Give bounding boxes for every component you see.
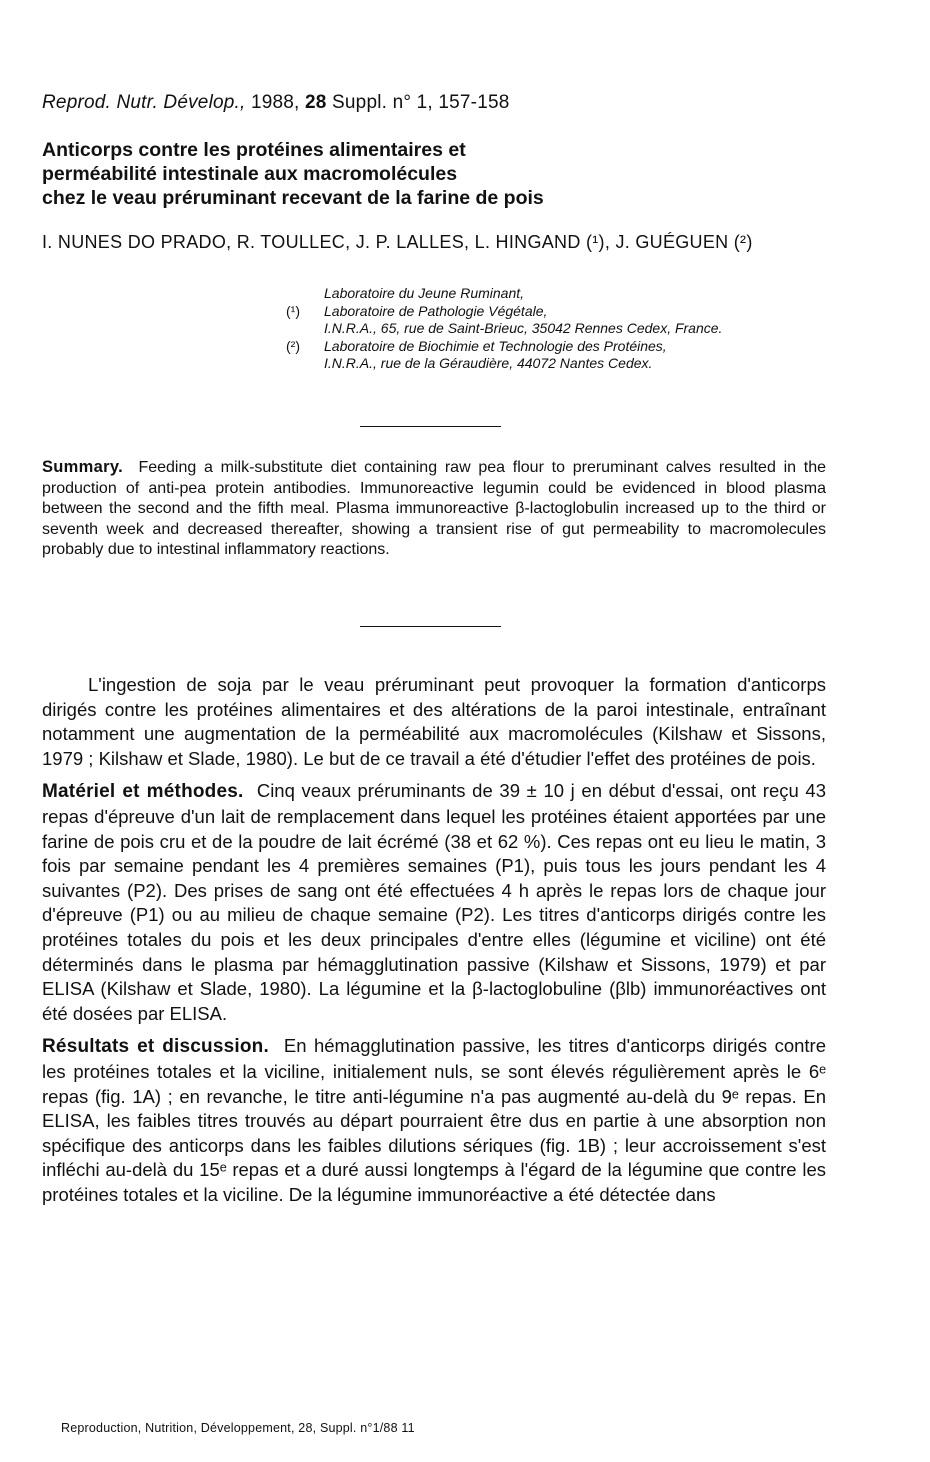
summary-heading: Summary. <box>42 458 123 476</box>
journal-suppl: Suppl. n° 1, 157-158 <box>332 92 510 113</box>
affiliation-line <box>286 303 722 321</box>
affiliation-marker: (²) <box>286 337 300 354</box>
affiliation-text: Laboratoire du Jeune Ruminant, <box>324 285 525 301</box>
divider-top <box>360 426 501 427</box>
affiliation-line <box>286 338 722 356</box>
affiliation-text: I.N.R.A., 65, rue de Saint-Brieuc, 35042 Rennes Cedex, France. <box>324 320 723 336</box>
authors: I. NUNES DO PRADO, R. TOULLEC, J. P. LALLES, L. HINGAND (¹), J. GUÉGUEN (²) <box>42 232 753 252</box>
intro-paragraph: L'ingestion de soja par le veau préruminant peut provoquer la formation d'anticorps dirigés contre les protéines alimentaires et des altérations de la paroi intestinale, entraînant notamment une augmentation de la perméabilité aux macromolécules (Kilshaw et Sissons, 1979 ; Kilshaw et Slade, 1980). Le but de ce travail a été d'étudier l'effet des protéines de pois. <box>42 674 826 769</box>
article-title <box>42 138 882 210</box>
affiliations <box>286 285 722 373</box>
summary <box>42 457 826 561</box>
results-text: En hémagglutination passive, les titres d'anticorps dirigés contre les protéines totales et la viciline, initialement nuls, se sont élevés régulièrement après le 6ᵉ repas (fig. 1A) ; en revanche, le titre anti-légumine n'a pas augmenté au-delà du 9ᵉ repas. En ELISA, les faibles titres trouvés au départ pourraient être dus en partie à une absorption non spécifique des anticorps dans les faibles dilutions sériques (fig. 1B) ; leur accroissement s'est infléchi au-delà du 15ᵉ repas et a duré aussi longtemps à l'égard de la légumine que contre les protéines totales et la viciline. De la légumine immunoréactive a été détectée dans <box>42 1035 827 1205</box>
title-line: chez le veau préruminant recevant de la farine de pois <box>42 187 544 209</box>
title-line: perméabilité intestinale aux macromolécules <box>42 163 458 185</box>
journal-year: 1988, <box>250 92 300 113</box>
article-body <box>42 673 826 1215</box>
methods-paragraph <box>42 779 826 1026</box>
divider-bottom <box>360 626 501 627</box>
journal-name: Reprod. Nutr. Dévelop., <box>42 92 246 113</box>
affiliation-line <box>286 355 722 373</box>
affiliation-text: Laboratoire de Biochimie et Technologie des Protéines, <box>324 337 667 354</box>
methods-text: Cinq veaux préruminants de 39 ± 10 j en début d'essai, ont reçu 43 repas d'épreuve d'un lait de remplacement dans lequel les protéines étaient apportées par une farine de pois cru et de la poudre de lait écrémé (38 et 62 %). Ces repas ont eu lieu le matin, 3 fois par semaine pendant les 4 premières semaines (P1), puis tous les jours pendant les 4 suivantes (P2). Des prises de sang ont été effectuées 4 h après le repas lors de chaque jour d'épreuve (P1) ou au milieu de chaque semaine (P2). Les titres d'anticorps dirigés contre les protéines totales du pois et les deux principales d'entre elles (légumine et viciline) ont été déterminés dans le plasma par hémagglutination passive (Kilshaw et Sissons, 1979) et par ELISA (Kilshaw et Slade, 1980). La légumine et la β-lactoglobuline (βlb) immunoréactives ont été dosées par ELISA. <box>42 780 827 1024</box>
journal-citation <box>42 92 510 114</box>
affiliation-text: I.N.R.A., rue de la Géraudière, 44072 Nantes Cedex. <box>324 355 653 371</box>
page-footer: Reproduction, Nutrition, Développement, 28, Suppl. n°1/88 11 <box>61 1421 415 1435</box>
affiliation-line <box>286 320 722 338</box>
affiliation-line <box>286 285 722 303</box>
results-heading: Résultats et discussion. <box>42 1036 269 1058</box>
summary-text: Feeding a milk-substitute diet containing raw pea flour to preruminant calves resulted in the production of anti-pea protein antibodies. Immunoreactive legumin could be evidenced in blood plasma between the second and the fifth meal. Plasma immunoreactive β-lactoglobulin increased up to the third or seventh week and decreased thereafter, showing a transient rise of gut permeability to macromolecules probably due to intestinal inflammatory reactions. <box>42 459 827 558</box>
affiliation-marker: (¹) <box>286 302 300 319</box>
affiliation-text: Laboratoire de Pathologie Végétale, <box>324 302 548 319</box>
results-paragraph <box>42 1034 826 1207</box>
title-line: Anticorps contre les protéines alimentaires et <box>42 139 466 161</box>
methods-heading: Matériel et méthodes. <box>42 781 244 803</box>
journal-volume: 28 <box>305 92 327 113</box>
